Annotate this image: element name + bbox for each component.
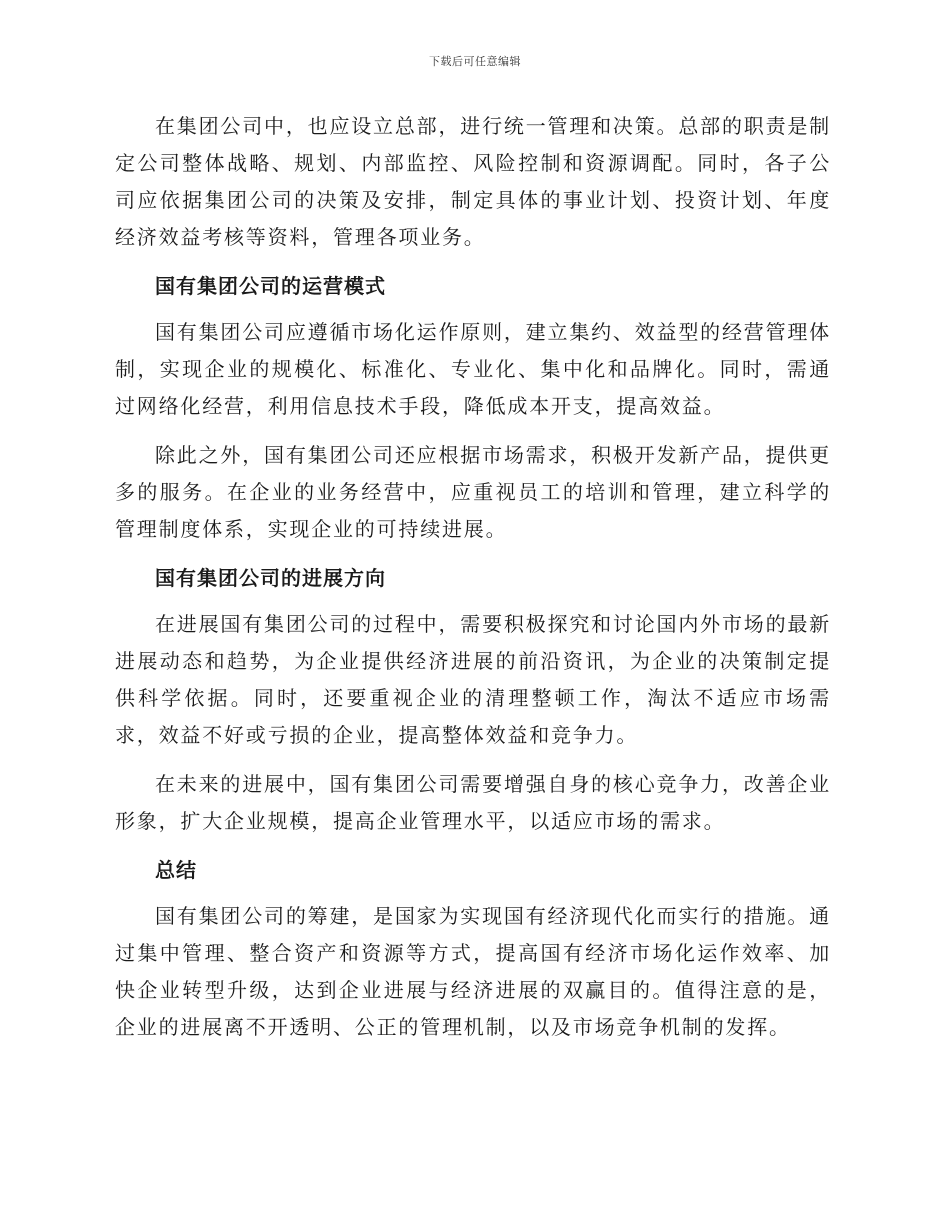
header-note: 下载后可任意编辑 [429,55,521,68]
paragraph-market-research: 在进展国有集团公司的过程中，需要积极探究和讨论国内外市场的最新进展动态和趋势，为企业提供经济进展的前沿资讯，为企业的决策制定提供科学依据。同时，还要重视企业的清理整顿工作，淘汰不适应市场需求，效益不好或亏损的企业，提高整体效益和竞争力。 [115,612,831,747]
paragraph-headquarters: 在集团公司中，也应设立总部，进行统一管理和决策。总部的职责是制定公司整体战略、规划、内部监控、风险控制和资源调配。同时，各子公司应依据集团公司的决策及安排，制定具体的事业计划、投资计划、年度经济效益考核等资料，管理各项业务。 [115,114,831,249]
paragraph-market-operation: 国有集团公司应遵循市场化运作原则，建立集约、效益型的经营管理体制，实现企业的规模化、标准化、专业化、集中化和品牌化。同时，需通过网络化经营，利用信息技术手段，降低成本开支，提高效益。 [115,320,831,418]
document-body [115,108,831,1058]
paragraph-future: 在未来的进展中，国有集团公司需要增强自身的核心竞争力，改善企业形象，扩大企业规模，提高企业管理水平，以适应市场的需求。 [115,772,831,833]
heading-operating-model: 国有集团公司的运营模式 [155,274,386,298]
heading-summary: 总结 [155,858,197,882]
paragraph-conclusion: 国有集团公司的筹建，是国家为实现国有经济现代化而实行的措施。通过集中管理、整合资产和资源等方式，提高国有经济市场化运作效率、加快企业转型升级，达到企业进展与经济进展的双赢目的。值得注意的是，企业的进展离不开透明、公正的管理机制，以及市场竞争机制的发挥。 [115,904,831,1039]
heading-development-direction: 国有集团公司的进展方向 [155,566,386,590]
paragraph-new-products: 除此之外，国有集团公司还应根据市场需求，积极开发新产品，提供更多的服务。在企业的业务经营中，应重视员工的培训和管理，建立科学的管理制度体系，实现企业的可持续进展。 [115,443,831,541]
